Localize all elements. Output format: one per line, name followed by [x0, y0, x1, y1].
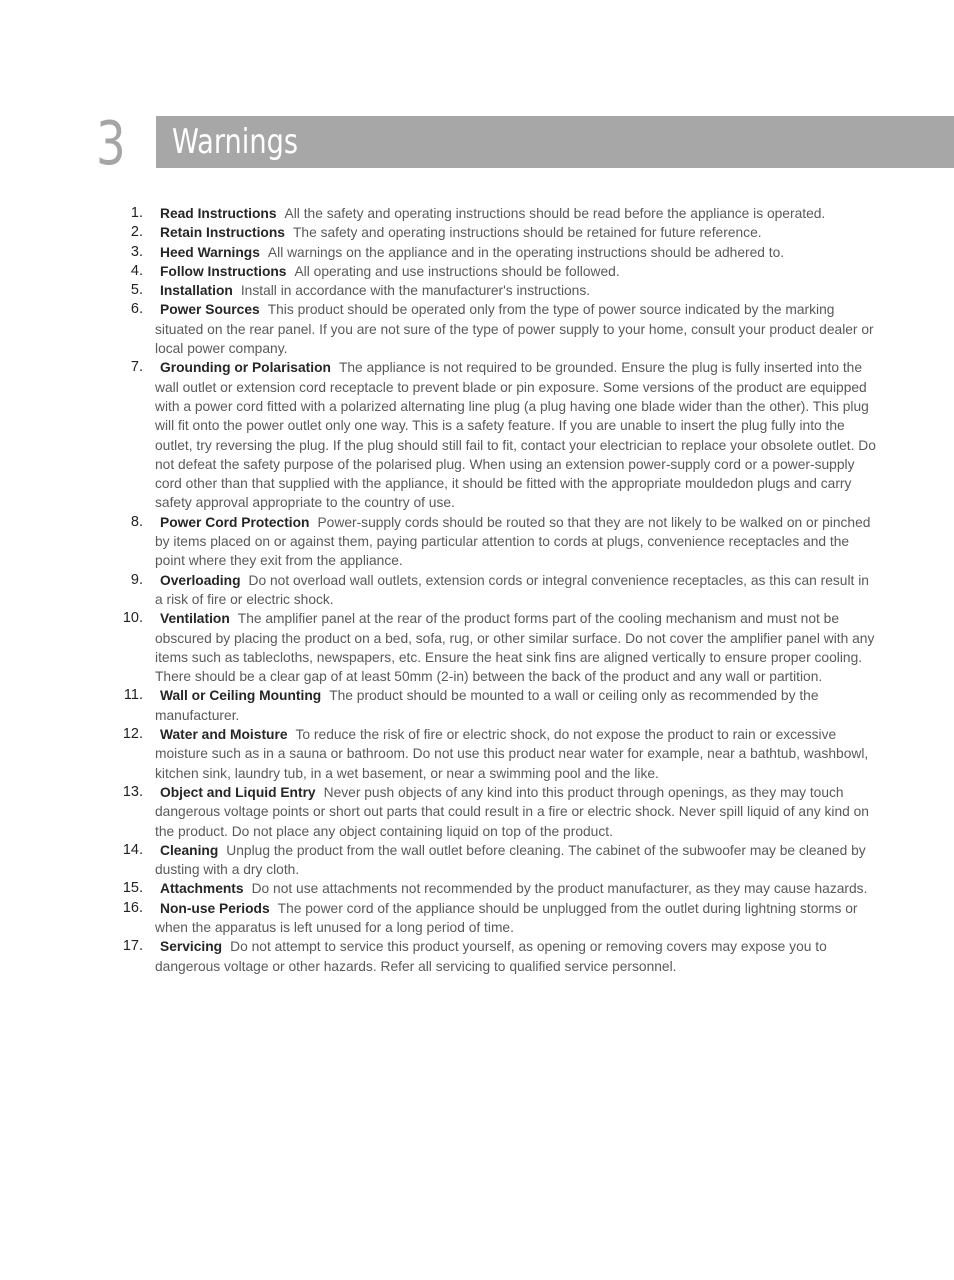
warning-item	[123, 686, 877, 725]
warning-number: 13.	[122, 783, 143, 800]
warning-item	[130, 204, 877, 223]
warning-text: Do not use attachments not recommended by the product manufacturer, as they may cause hazards.	[251, 881, 868, 897]
warning-title: Follow Instructions	[160, 263, 287, 279]
section-title: Warnings	[172, 122, 298, 162]
warning-number: 15.	[122, 880, 143, 897]
warning-number: 6.	[130, 301, 143, 318]
section-number: 3	[96, 109, 126, 179]
warning-text: All the safety and operating instructions should be read before the appliance is operated.	[284, 206, 826, 221]
warning-text: Install in accordance with the manufacturer's instructions.	[240, 283, 591, 299]
warning-item	[122, 609, 877, 686]
warning-item	[122, 937, 877, 976]
warning-number: 1.	[130, 205, 143, 221]
warning-item	[130, 262, 877, 281]
warning-text: The amplifier panel at the rear of the product forms part of the cooling mechanism and must not be obscured by placing the product on a bed, sofa, rug, or other similar surface. Do not cover the amplifier panel with any items such as tablecloths, newspapers, etc. Ensure the heat sink fins are aligned vertically to ensure proper cooling. There should be a clear gap of at least 50mm (2-in) between the back of the product and any wall or partition.	[155, 611, 875, 685]
warning-title: Non-use Periods	[160, 900, 270, 916]
warning-text: The product should be mounted to a wall or ceiling only as recommended by the manufacturer.	[155, 688, 819, 723]
warning-title: Grounding or Polarisation	[160, 360, 331, 376]
warning-text: Unplug the product from the wall outlet before cleaning. The cabinet of the subwoofer may be cleaned by dusting with a dry cloth.	[155, 842, 866, 878]
warning-title: Wall or Ceiling Mounting	[160, 688, 322, 704]
warning-title: Heed Warnings	[160, 244, 260, 260]
warning-item	[122, 725, 877, 783]
warning-item	[130, 281, 877, 300]
warning-item	[130, 243, 877, 262]
warning-number: 8.	[130, 513, 143, 530]
warning-title: Ventilation	[160, 611, 230, 627]
warning-item	[122, 841, 877, 880]
warning-item	[130, 358, 877, 512]
warning-text: To reduce the risk of fire or electric shock, do not expose the product to rain or excessive moisture such as in a sauna or bathroom. Do not use this product near water for example, near a bathtub, washbowl, kitchen sink, laundry tub, in a wet basement, or near a swimming pool and the like.	[155, 727, 869, 781]
section-header-bar	[156, 116, 954, 168]
warning-text: Never push objects of any kind into this product through openings, as they may touch dangerous voltage points or short out parts that could result in a fire or electric shock. Never spill liquid of any kind on the product. Do not place any object containing liquid on top of the product.	[155, 784, 869, 839]
warning-number: 10.	[122, 610, 143, 627]
warning-title: Attachments	[160, 881, 244, 897]
warning-number: 12.	[122, 726, 143, 743]
warning-text: The safety and operating instructions should be retained for future reference.	[292, 225, 762, 241]
warning-item	[130, 223, 877, 242]
warning-text: All warnings on the appliance and in the operating instructions should be adhered to.	[267, 244, 785, 260]
warning-number: 17.	[122, 938, 143, 955]
warning-title: Installation	[160, 283, 233, 299]
warning-title: Power Cord Protection	[160, 514, 310, 530]
warning-item	[122, 879, 877, 898]
warning-title: Read Instructions	[160, 206, 277, 221]
warning-text: Power-supply cords should be routed so that they are not likely to be walked on or pinched by items placed on or against them, paying particular attention to cords at plugs, convenience receptacles and the point where they exit from the appliance.	[155, 514, 871, 569]
warning-title: Power Sources	[160, 302, 260, 318]
warning-number: 16.	[122, 899, 143, 916]
warning-title: Object and Liquid Entry	[160, 784, 316, 800]
warning-text: All operating and use instructions should be followed.	[294, 263, 620, 279]
warning-text: The appliance is not required to be grounded. Ensure the plug is fully inserted into the wall outlet or extension cord receptacle to prevent blade or pin exposure. Some versions of the product are equipped with a power cord fitted with a polarized alternating line plug (a plug having one blade wider than the other). This plug will fit onto the power outlet only one way. This is a safety feature. If you are unable to insert the plug fully into the outlet, try reversing the plug. If the plug should still fail to fit, contact your electrician to replace your obsolete outlet. Do not defeat the safety purpose of the polarised plug. When using an extension power-supply cord or a power-supply cord other than that supplied with the appliance, it should be fitted with the appropriate mouldedon plugs and carry safety approval appropriate to the country of use.	[155, 360, 876, 511]
warning-title: Servicing	[160, 939, 223, 955]
warning-number: 2.	[130, 224, 143, 241]
warning-text: The power cord of the appliance should be unplugged from the outlet during lightning storms or when the apparatus is left unused for a long period of time.	[155, 900, 858, 935]
warning-item	[130, 571, 877, 610]
warning-item	[122, 783, 877, 841]
warning-number: 3.	[130, 243, 143, 260]
warning-text: Do not attempt to service this product yourself, as opening or removing covers may expose you to dangerous voltage or other hazards. Refer all servicing to qualified service personnel.	[155, 939, 827, 974]
warning-title: Water and Moisture	[160, 727, 288, 743]
warning-item	[122, 899, 877, 938]
warning-title: Overloading	[160, 572, 241, 588]
warning-text: This product should be operated only from the type of power source indicated by the marking situated on the rear panel. If you are not sure of the type of power supply to your home, consult your product dealer or local power company.	[155, 302, 874, 357]
warning-number: 9.	[130, 571, 143, 588]
warning-number: 11.	[123, 687, 143, 704]
warning-number: 5.	[130, 282, 143, 299]
warning-item	[130, 513, 877, 571]
warning-title: Retain Instructions	[160, 225, 285, 241]
warning-title: Cleaning	[160, 842, 219, 858]
warning-text: Do not overload wall outlets, extension cords or integral convenience receptacles, as this can result in a risk of fire or electric shock.	[155, 572, 869, 607]
warnings-list	[122, 204, 877, 976]
warning-number: 4.	[130, 262, 143, 279]
warning-number: 7.	[130, 359, 143, 376]
warning-item	[130, 300, 877, 358]
warning-number: 14.	[122, 841, 143, 858]
